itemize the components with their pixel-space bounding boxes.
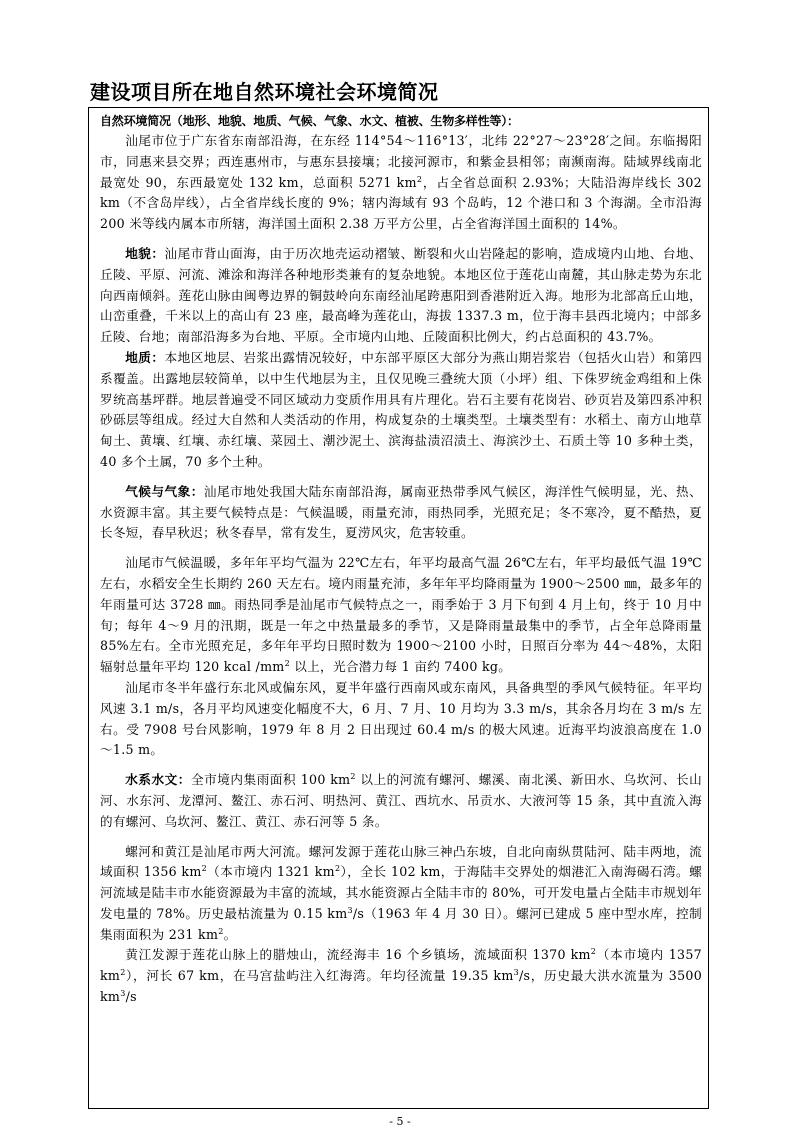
hydrology-text-2c: ），全长 102 km，于海陆丰交界处的烟港汇入南海碣石湾。螺河流域是陆丰市水能资源最为丰富的流域，其水能资源占全陆丰市的 80%，可开发电量占全陆丰市规划年发电量的 78%。历史最枯流量为 0.15 km (100, 864, 703, 921)
superscript: 2 (416, 174, 423, 184)
climate-text-2a: 汕尾市气候温暖，多年年平均气温为 22℃左右，年平均最高气温 26℃左右，年平均最低气温 19℃左右，水稻安全生长期约 260 天左右。境内雨量充沛，多年年平均降雨量为 1900～2500 ㎜，最多年的年雨量可达 3728 ㎜。雨热同季是汕尾市气候特点之一，雨季始于 3 月下旬到 4 月上旬，终于 10 月中旬；每年 4～9 月的汛期，既是一年之中热量最多的季节，又是降雨量最集中的季节，占全年总降雨量 85%左右。全市光照充足，多年年平均日照时数为 1900～2100 小时，日照百分率为 44～48%，太阳辐射总量年平均 120 kcal /mm (100, 555, 702, 675)
superscript: 2 (284, 658, 290, 668)
hydrology-label: 水系水文： (125, 772, 191, 788)
climate-text-3: 汕尾市冬半年盛行东北风或偏东风，夏半年盛行西南风或东南风，具备典型的季风气候特征。年平均风速 3.1 m/s，各月平均风速变化幅度不大，6 月、7 月、10 月均为 3.3 m/s，其余各月均在 3 m/s 左右。受 7908 号台风影响，1979 年 8 月 2 日出现过 60.4 m/s 的极大风速。近海平均波浪高度在 1.0～1.5 m。 (100, 679, 702, 758)
paragraph-hydrology-1 (100, 770, 702, 832)
geology-label: 地质： (125, 349, 165, 365)
superscript: 2 (120, 968, 126, 978)
hydrology-text-3c: ），河长 67 km，在马宫盐屿注入红海湾。年均径流量 19.35 km (125, 968, 514, 984)
superscript: 3 (513, 968, 519, 978)
hydrology-text-2b: （本市境内 1321 km (207, 864, 335, 880)
paragraph-geology (100, 348, 702, 473)
hydrology-text-3d: /s，历史最大洪水流量为 3500 km (100, 968, 703, 1005)
paragraph-hydrology-2 (100, 842, 702, 946)
climate-text-1: 汕尾市地处我国大陆东南部沿海，属南亚热带季风气候区，海洋性气候明显，光、热、水资源丰富。其主要气候特点是：气候温暖，雨量充沛，雨热同季，光照充足；冬不寒冷，夏不酷热，夏长冬短，春早秋迟；秋冬春旱，常有发生，夏涝风灾，危害较重。 (100, 483, 702, 541)
hydrology-text-1b: 以上的河流有螺河、螺溪、南北溪、新田水、乌坎河、长山河、水东河、龙潭河、鳌江、赤石河、明热河、黄江、西坑水、吊贡水、大液河等 15 条，其中直流入海的有螺河、乌坎河、鳌江、黄江、赤石河等 5 条。 (100, 772, 703, 829)
superscript: 2 (590, 947, 597, 957)
landform-text: 汕尾市背山面海，由于历次地壳运动褶皱、断裂和火山岩隆起的影响，造成境内山地、台地、丘陵、平原、河流、滩涂和海洋各种地形类兼有的复杂地貌。本地区位于莲花山南麓，其山脉走势为东北向西南倾斜。莲花山脉由闽粤边界的铜鼓岭向东南经汕尾跨惠阳到香港附近入海。地形为北部高丘山地，山峦重叠，千米以上的高山有 23 座，最高峰为莲花山，海拔 1337.3 m，位于海丰县西北境内；中部多丘陵、台地；南部沿海多为台地、平原。全市境内山地、丘陵面积比例大，约占总面积的 43.7%。 (100, 245, 702, 345)
superscript: 3 (120, 988, 126, 998)
paragraph-landform (100, 244, 702, 348)
content-body (100, 113, 702, 1008)
paragraph-location (100, 131, 702, 235)
content-frame (88, 107, 709, 1109)
geology-text: 本地区地层、岩浆出露情况较好，中东部平原区大部分为燕山期岩浆岩（包括火山岩）和第四系覆盖。出露地层较简单，以中生代地层为主，且仅见晚三叠统大顶（小坪）组、下侏罗统金鸡组和上侏罗统高基坪群。地层普遍受不同区域动力变质作用具有片理化。岩石主要有花岗岩、砂页岩及第四系冲积砂砾层等组成。经过大自然和人类活动的作用，构成复杂的土壤类型。土壤类型有：水稻土、南方山地草甸土、黄壤、红壤、赤红壤、菜园土、潮沙泥土、滨海盐渍沼渍土、海滨沙土、石质土等 10 多种土类，40 多个土属，70 多个土种。 (100, 349, 702, 469)
hydrology-text-2e: 。 (223, 926, 237, 942)
section-heading: 自然环境简况（地形、地貌、地质、气候、气象、水文、植被、生物多样性等）： (100, 114, 519, 128)
hydrology-text-3e: /s (125, 989, 137, 1005)
climate-text-2b: 以上，光合潜力每 1 亩约 7400 kg。 (289, 659, 512, 675)
hydrology-text-3b: （本市境内 1357 km (100, 947, 702, 984)
climate-label: 气候与气象： (125, 483, 204, 499)
hydrology-text-2d: /s（1963 年 4 月 30 日）。螺河已建成 5 座中型水库，控制集雨面积为 231 km (100, 905, 702, 942)
superscript: 2 (218, 926, 224, 936)
hydrology-text-2a: 螺河和黄江是汕尾市两大河流。螺河发源于莲花山脉三神凸东坡，自北向南纵贯陆河、陆丰两地，流域面积 1356 km (100, 843, 702, 880)
paragraph-climate-1 (100, 482, 702, 544)
location-text-b: ，占全省总面积 2.93%；大陆沿海岸线长 302 km（不含岛岸线），占全省岸线长度的 9%；辖内海域有 93 个岛屿，12 个港口和 3 个海湖。全市沿海 200 米等线内属本市所辖，海洋国土面积 2.38 万平方公里，占全省海洋国土面积的 14%。 (100, 174, 702, 232)
superscript: 3 (347, 905, 353, 915)
paragraph-climate-2 (100, 553, 702, 678)
superscript: 2 (334, 864, 341, 874)
superscript: 2 (201, 864, 207, 874)
paragraph-hydrology-3 (100, 945, 702, 1007)
location-text-a: 汕尾市位于广东省东南部沿海，在东经 114°54～116°13′，北纬 22°27～23°28′之间。东临揭阳市，同惠来县交界；西连惠州市，与惠东县接壤；北接河源市，和紫金县相邻；南濒南海。陆域界线南北最宽处 90，东西最宽处 132 km，总面积 5271 km (100, 133, 702, 190)
hydrology-text-3a: 黄江发源于莲花山脉上的腊烛山，流经海丰 16 个乡镇场，流域面积 1370 km (125, 947, 591, 963)
paragraph-climate-3 (100, 678, 702, 761)
landform-label: 地貌： (125, 245, 165, 261)
page-title: 建设项目所在地自然环境社会环境简况 (90, 80, 439, 104)
superscript: 2 (350, 771, 356, 781)
page-number: - 5 - (389, 1115, 411, 1128)
hydrology-text-1a: 全市境内集雨面积 100 km (190, 772, 351, 788)
